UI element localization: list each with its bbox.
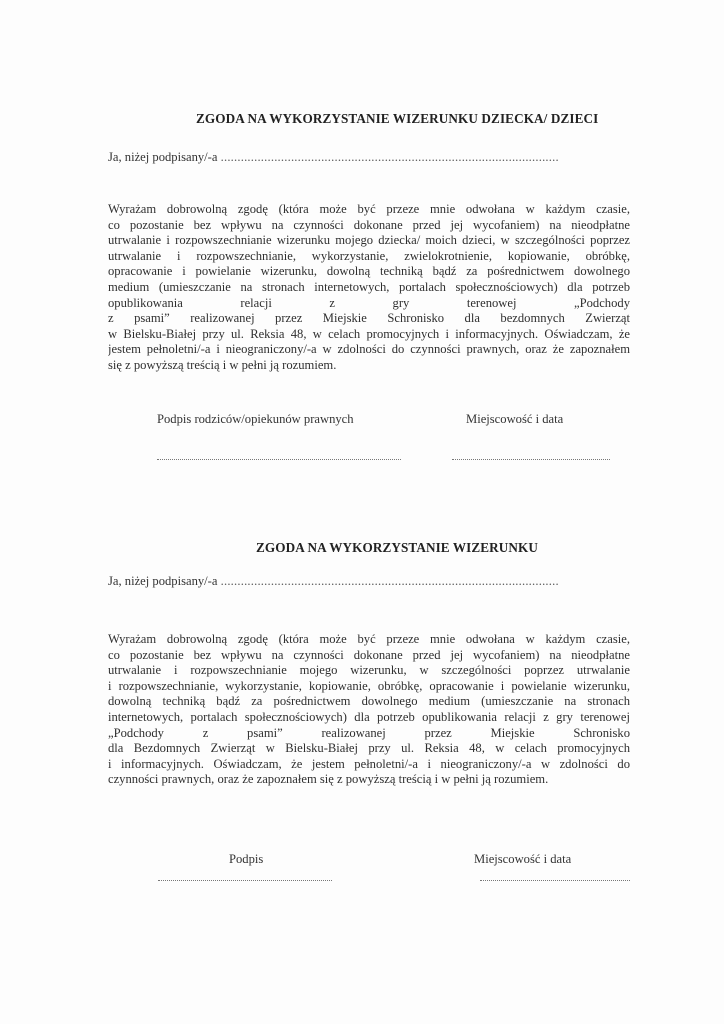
paragraph-line: utrwalanie i rozpowszechnianie, wykorzystanie, zwielokrotnienie, kopiowanie, obróbkę, [108,248,630,263]
section1-consent-paragraph [108,202,630,374]
paragraph-line: dla Bezdomnych Zwierząt w Bielsku-Białej przy ul. Reksia 48, w celach promocyjnych [108,741,630,756]
paragraph-line: utrwalanie i rozpowszechnianie wizerunku mojego dziecka/ moich dzieci, w szczególności poprzez [108,233,630,248]
section2-place-date-label: Miejscowość i data [474,852,572,866]
paragraph-line: utrwalanie i rozpowszechnianie mojego wizerunku, w szczególności poprzez utrwalanie [108,663,630,678]
paragraph-line: czynności prawnych, oraz że zapoznałem się z powyższą treścią i w pełni ją rozumiem. [108,772,549,787]
paragraph-line: i informacyjnych. Oświadczam, że jestem pełnoletni/-a i nieograniczony/-a w zdolności do [108,756,630,771]
section1-signature-label: Podpis rodziców/opiekunów prawnych [157,412,354,426]
section1-name-field[interactable]: ..................................................................................................... [220,150,559,164]
paragraph-line: w Bielsku-Białej przy ul. Reksia 48, w celach promocyjnych i informacyjnych. Oświadczam, że [108,326,630,341]
paragraph-line: „Podchody z psami” realizowanej przez Miejskie Schronisko [108,725,630,740]
paragraph-line: jestem pełnoletni/-a i nieograniczony/-a w zdolności do czynności prawnych, oraz że zapoznałem [108,342,630,357]
section2-intro-label: Ja, niżej podpisany/-a [108,574,218,588]
section2-consent-paragraph [108,632,630,788]
paragraph-line: co pozostanie bez wpływu na czynności dokonane przed jej wycofaniem) na nieodpłatne [108,217,630,232]
paragraph-line: się z powyższą treścią i w pełni ją rozumiem. [108,357,337,372]
paragraph-line: Wyrażam dobrowolną zgodę (która może być przeze mnie odwołana w każdym czasie, [108,632,630,646]
section2-title: ZGODA NA WYKORZYSTANIE WIZERUNKU [256,540,539,555]
paragraph-line: opublikowania relacji z gry terenowej „Podchody [108,295,630,310]
section1-place-date-label: Miejscowość i data [466,412,564,426]
paragraph-line: z psami” realizowanej przez Miejskie Schronisko dla bezdomnych Zwierząt [108,311,630,326]
section2-intro-line [108,574,559,589]
section1-intro-label: Ja, niżej podpisany/-a [108,150,218,164]
paragraph-line: medium (umieszczanie na stronach internetowych, portalach społecznościowych) dla potrzeb [108,279,630,294]
paragraph-line: co pozostanie bez wpływu na czynności dokonane przed jej wycofaniem) na nieodpłatne [108,647,630,662]
section2-place-date-field[interactable] [480,880,630,881]
section2-signature-field[interactable] [158,880,332,881]
section2-name-field[interactable]: ..................................................................................................... [220,574,559,588]
section1-signature-field[interactable] [157,459,401,460]
paragraph-line: i rozpowszechnianie, wykorzystanie, kopiowanie, obróbkę, opracowanie i powielanie wizerunku, [108,678,630,693]
section2-signature-label: Podpis [229,852,264,866]
section1-place-date-field[interactable] [452,459,610,460]
paragraph-line: opracowanie i powielanie wizerunku, dowolną techniką bądź za pośrednictwem dowolnego [108,264,630,279]
section1-title: ZGODA NA WYKORZYSTANIE WIZERUNKU DZIECKA/ DZIECI [196,111,599,126]
paragraph-line: internetowych, portalach społecznościowych) dla potrzeb opublikowania relacji z gry terenowej [108,709,630,724]
paragraph-line: dowolną techniką bądź za pośrednictwem dowolnego medium (umieszczanie na stronach [108,694,630,709]
section1-intro-line [108,150,559,165]
paragraph-line: Wyrażam dobrowolną zgodę (która może być przeze mnie odwołana w każdym czasie, [108,202,630,216]
